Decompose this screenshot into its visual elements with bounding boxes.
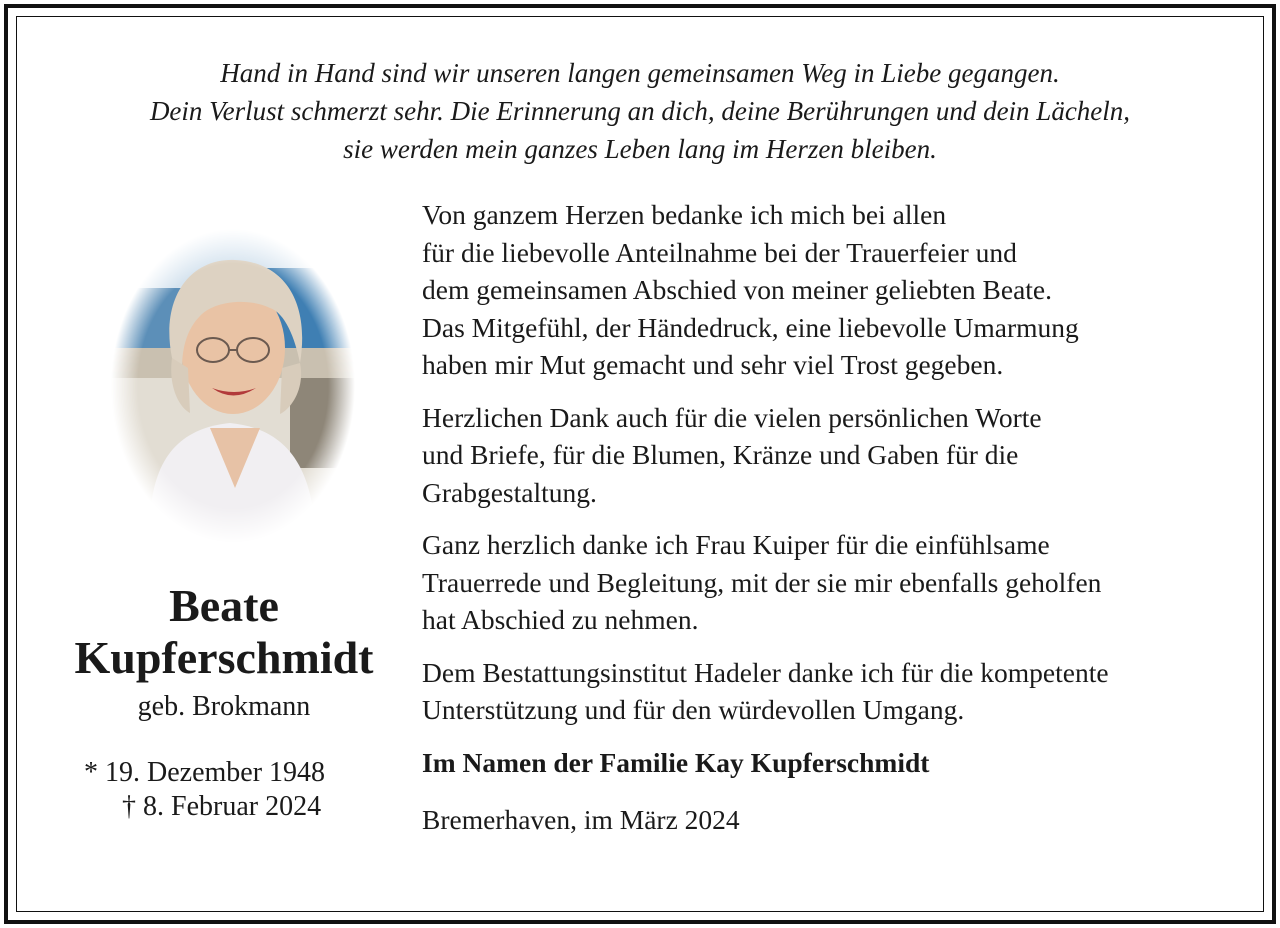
death-date: † 8. Februar 2024: [122, 791, 322, 822]
maiden-name: geb. Brokmann: [137, 691, 311, 722]
text-line: haben mir Mut gemacht und sehr viel Trost gegeben.: [422, 349, 1004, 380]
text-line: Dem Bestattungsinstitut Hadeler danke ich für die kompetente: [422, 656, 1109, 688]
text-line: Unterstützung und für den würdevollen Umgang.: [422, 694, 965, 725]
text-line: dem gemeinsamen Abschied von meiner geliebten Beate.: [422, 274, 1053, 305]
text-line: für die liebevolle Anteilnahme bei der Trauerfeier und: [422, 236, 1017, 268]
thank-you-text: [422, 196, 1262, 854]
text-line: und Briefe, für die Blumen, Kränze und Gaben für die: [422, 439, 1019, 470]
paragraph: [422, 399, 1262, 512]
intro-line: Hand in Hand sind wir unseren langen gemeinsamen Weg in Liebe gegangen.: [220, 58, 1060, 88]
intro-line: Dein Verlust schmerzt sehr. Die Erinnerung an dich, deine Berührungen und dein Lächeln,: [149, 96, 1131, 126]
deceased-name-block: [24, 580, 424, 724]
intro-verse: [20, 54, 1260, 168]
text-line: Von ganzem Herzen bedanke ich mich bei allen: [422, 199, 947, 230]
text-line: Trauerrede und Begleitung, mit der sie mir ebenfalls geholfen: [422, 566, 1102, 598]
intro-line: sie werden mein ganzes Leben lang im Herzen bleiben.: [343, 134, 937, 164]
text-line: Das Mitgefühl, der Händedruck, eine liebevolle Umarmung: [422, 311, 1079, 343]
family-signature: Im Namen der Familie Kay Kupferschmidt: [422, 746, 930, 778]
place-and-date: Bremerhaven, im März 2024: [422, 804, 740, 835]
paragraph: [422, 196, 1262, 384]
text-line: hat Abschied zu nehmen.: [422, 604, 699, 635]
life-dates: [84, 756, 325, 824]
paragraph: [422, 526, 1262, 639]
text-line: Herzlichen Dank auch für die vielen persönlichen Worte: [422, 401, 1042, 433]
text-line: Grabgestaltung.: [422, 476, 597, 508]
text-line: Ganz herzlich danke ich Frau Kuiper für die einfühlsame: [422, 529, 1050, 560]
birth-date: * 19. Dezember 1948: [84, 757, 326, 788]
deceased-first-name: Beate: [169, 580, 279, 631]
paragraph: [422, 654, 1262, 729]
deceased-last-name: Kupferschmidt: [74, 632, 374, 683]
portrait-photo: [110, 228, 356, 544]
portrait-image: [110, 228, 356, 544]
